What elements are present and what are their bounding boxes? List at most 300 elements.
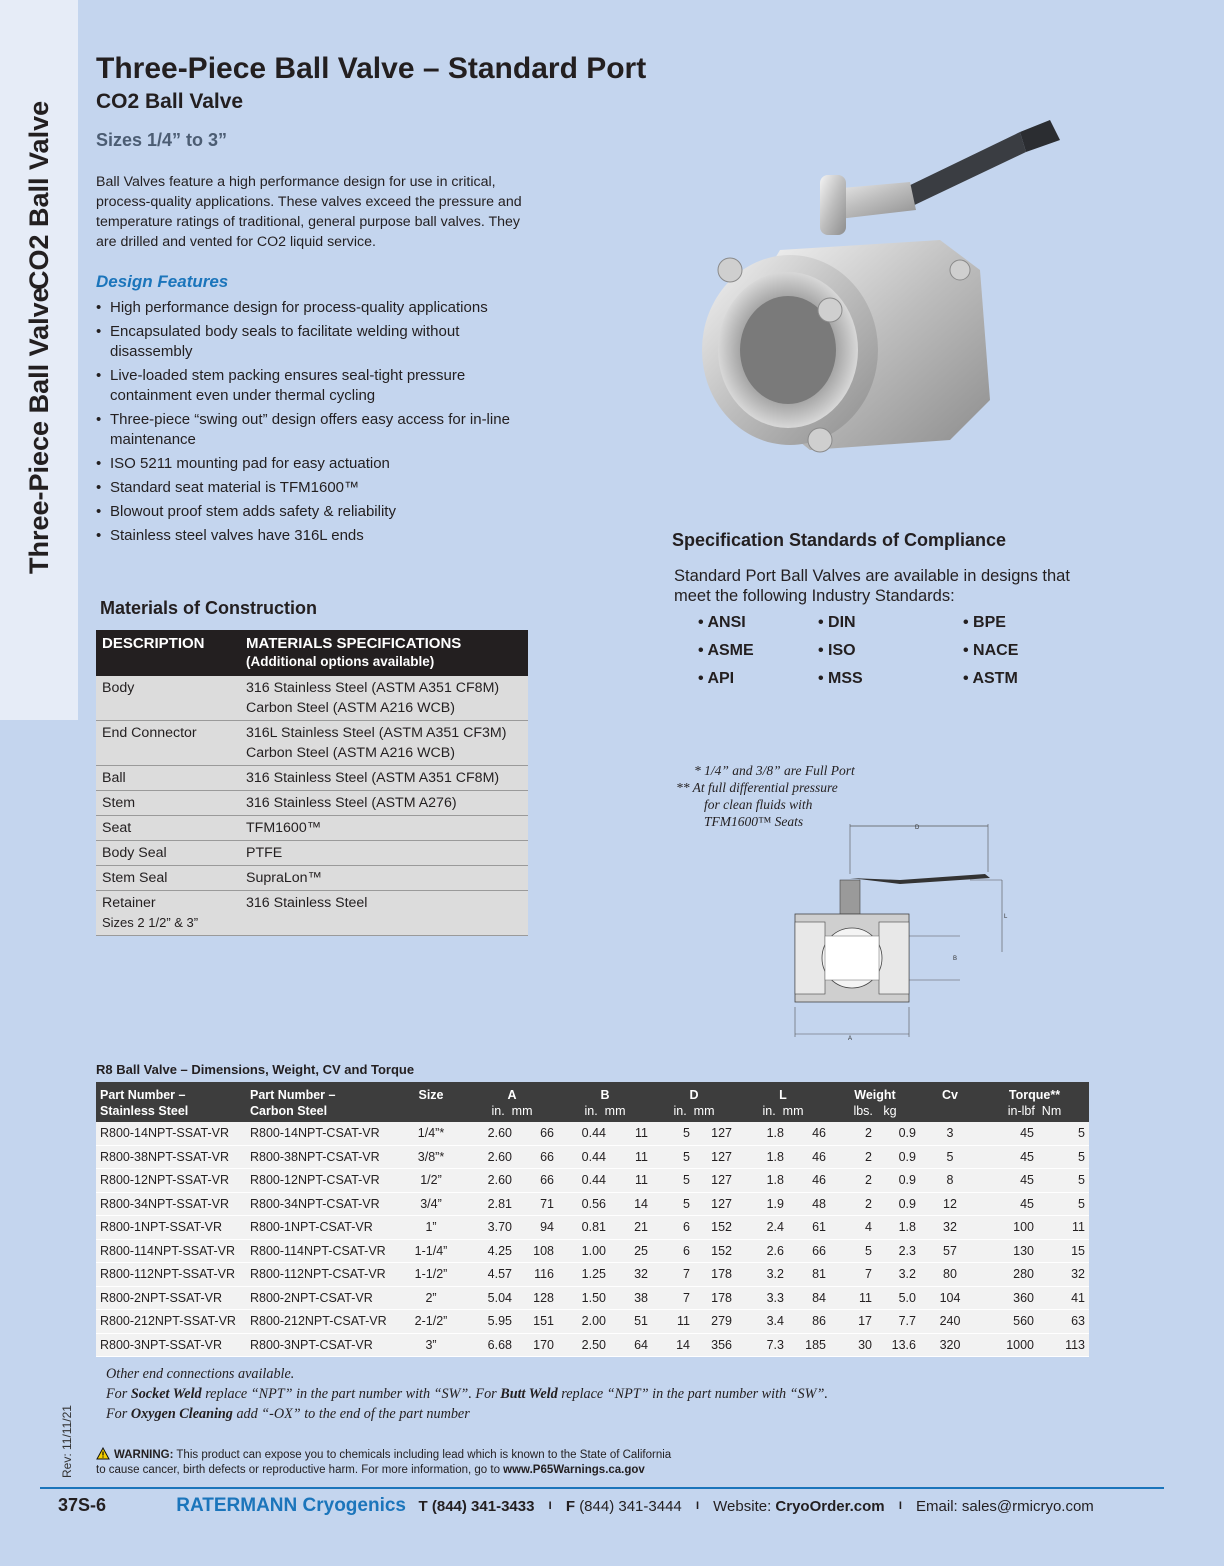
table-cell: 5 [652, 1122, 694, 1145]
col-materials-title: MATERIALS SPECIFICATIONS [246, 635, 462, 652]
table-cell: 5 [1038, 1145, 1089, 1169]
col-label: D [689, 1088, 699, 1102]
table-cell: 0.44 [558, 1169, 610, 1193]
table-cell: 2-1/2” [396, 1310, 466, 1334]
table-row [96, 1169, 1089, 1193]
table-cell: 130 [980, 1239, 1038, 1263]
material-spec [240, 676, 528, 721]
table-cell: R800-112NPT-SSAT-VR [96, 1263, 246, 1287]
table-cell: 32 [610, 1263, 652, 1287]
design-features-list [96, 298, 536, 550]
fax-icon: F [565, 1498, 576, 1515]
note-line: TFM1600™ Seats [704, 814, 804, 829]
table-cell: R800-38NPT-SSAT-VR [96, 1145, 246, 1169]
table-cell: 66 [516, 1122, 558, 1145]
table-cell: 356 [694, 1333, 736, 1357]
table-cell: 71 [516, 1192, 558, 1216]
standard-item: • MSS [818, 670, 863, 687]
table-row [96, 1239, 1089, 1263]
table-cell: 5.04 [466, 1286, 516, 1310]
side-tab-labels [20, 40, 62, 580]
table-cell: 61 [788, 1216, 830, 1240]
table-cell: 560 [980, 1310, 1038, 1334]
page-number: 37S-6 [58, 1495, 107, 1515]
material-desc-line: Sizes 2 1/2” & 3” [102, 915, 199, 930]
table-cell: 113 [1038, 1333, 1089, 1357]
table-row [96, 1216, 1089, 1240]
table-cell: 0.81 [558, 1216, 610, 1240]
dimensions-body [96, 1122, 1089, 1357]
standard-item: • ASTM [963, 670, 1018, 687]
table-cell: 2.50 [558, 1333, 610, 1357]
table-cell: 48 [788, 1192, 830, 1216]
table-cell: 2.00 [558, 1310, 610, 1334]
table-row [96, 1333, 1089, 1357]
table-cell: 32 [920, 1216, 980, 1240]
table-cell: 7 [652, 1286, 694, 1310]
table-cell: 66 [788, 1239, 830, 1263]
table-cell: 100 [980, 1216, 1038, 1240]
spec-heading: Specification Standards of Compliance [672, 530, 1007, 550]
table-cell: 2.60 [466, 1169, 516, 1193]
table-cell: 1-1/4” [396, 1239, 466, 1263]
table-cell: 81 [788, 1263, 830, 1287]
table-cell: 5.0 [876, 1286, 920, 1310]
table-cell: 2 [830, 1192, 876, 1216]
side-tab-label-2: CO2 Ball Valve [24, 100, 54, 290]
side-tab-label-1: Three-Piece Ball Valve [24, 287, 54, 574]
standard-item: • DIN [818, 614, 856, 631]
col-label: Stainless Steel [100, 1104, 189, 1118]
dim-label-d: D [915, 825, 920, 831]
material-spec: TFM1600™ [240, 816, 528, 841]
warning-text: This product can expose you to chemicals including lead which is known to the State of California [173, 1449, 672, 1461]
table-cell: 21 [610, 1216, 652, 1240]
table-cell: 3/4” [396, 1192, 466, 1216]
col-label: B [600, 1088, 610, 1102]
table-cell: 86 [788, 1310, 830, 1334]
col-pn-ss [96, 1082, 246, 1122]
table-row [96, 841, 528, 866]
table-cell: R800-34NPT-SSAT-VR [96, 1192, 246, 1216]
table-row [96, 676, 528, 721]
table-cell: 45 [980, 1169, 1038, 1193]
dimensions-header-row [96, 1082, 1089, 1122]
col-unit: in. [762, 1104, 776, 1118]
size-range: Sizes 1/4” to 3” [96, 130, 228, 150]
col-unit: lbs. [853, 1104, 873, 1118]
table-cell: 5 [652, 1169, 694, 1193]
note-line: for clean fluids with [704, 797, 813, 812]
note-text: For [106, 1386, 131, 1402]
material-desc-line: Retainer [102, 895, 156, 911]
table-cell: 8 [920, 1169, 980, 1193]
standard-item: • BPE [963, 614, 1006, 631]
standard-item: • ISO [818, 642, 856, 659]
table-cell: 151 [516, 1310, 558, 1334]
table-cell: 32 [1038, 1263, 1089, 1287]
table-cell: R800-2NPT-CSAT-VR [246, 1286, 396, 1310]
table-cell: 280 [980, 1263, 1038, 1287]
col-description: DESCRIPTION [96, 630, 240, 676]
table-cell: 0.9 [876, 1145, 920, 1169]
table-cell: 152 [694, 1239, 736, 1263]
table-cell: 38 [610, 1286, 652, 1310]
revision-date: Rev: 11/11/21 [60, 1405, 74, 1478]
table-cell: 5 [1038, 1192, 1089, 1216]
table-cell: 84 [788, 1286, 830, 1310]
material-spec-line: Carbon Steel (ASTM A216 WCB) [246, 745, 455, 761]
standard-item: • API [698, 670, 735, 687]
col-materials-sub: (Additional options available) [246, 654, 435, 669]
col-unit: mm [782, 1104, 804, 1118]
website-link[interactable]: CryoOrder.com [775, 1498, 885, 1515]
col-label: Weight [854, 1088, 896, 1102]
table-cell: 5 [830, 1239, 876, 1263]
table-cell: 0.9 [876, 1122, 920, 1145]
table-cell: 2” [396, 1286, 466, 1310]
website-label: Website: [713, 1498, 776, 1515]
table-cell: 46 [788, 1122, 830, 1145]
table-cell: 5.95 [466, 1310, 516, 1334]
table-cell: 11 [610, 1169, 652, 1193]
col-weight [830, 1082, 920, 1122]
material-spec: 316 Stainless Steel (ASTM A276) [240, 791, 528, 816]
table-row [96, 1286, 1089, 1310]
table-cell: 45 [980, 1122, 1038, 1145]
table-cell: 6 [652, 1216, 694, 1240]
note-text: add “-OX” to the end of the part number [232, 1406, 470, 1422]
phone-number: (844) 341-3433 [431, 1498, 535, 1515]
table-cell: 66 [516, 1145, 558, 1169]
table-row [96, 1310, 1089, 1334]
table-cell: 3.4 [736, 1310, 788, 1334]
feature-item: • Blowout proof stem adds safety & reliability [96, 502, 536, 522]
material-spec [240, 721, 528, 766]
table-cell: 46 [788, 1145, 830, 1169]
note-line: * 1/4” and 3/8” are Full Port [694, 763, 855, 778]
table-cell: 127 [694, 1145, 736, 1169]
table-row [96, 866, 528, 891]
page-title: Three-Piece Ball Valve – Standard Port [96, 52, 647, 85]
table-cell: 7 [652, 1263, 694, 1287]
material-desc: Body [96, 676, 240, 721]
table-cell: 320 [920, 1333, 980, 1357]
col-unit: mm [511, 1104, 533, 1118]
col-label: Part Number – [100, 1088, 186, 1102]
col-size: Size [396, 1082, 466, 1122]
warning-label: WARNING: [114, 1449, 174, 1461]
table-cell: 1.00 [558, 1239, 610, 1263]
table-cell: 46 [788, 1169, 830, 1193]
spec-intro: Standard Port Ball Valves are available in designs that meet the following Industry Standards: [674, 567, 1070, 605]
col-label: L [779, 1088, 787, 1102]
material-desc: Stem [96, 791, 240, 816]
table-cell: 15 [1038, 1239, 1089, 1263]
table-cell: R800-12NPT-CSAT-VR [246, 1169, 396, 1193]
separator: I [548, 1500, 552, 1512]
col-cv: Cv [920, 1082, 980, 1122]
intro-paragraph: Ball Valves feature a high performance design for use in critical, process-quality applications. These valves exceed the pressure and temperature ratings of traditional, general purpose ball valves. They are drilled and vented for CO2 liquid service. [96, 174, 522, 250]
table-cell: 1.50 [558, 1286, 610, 1310]
material-desc: Seat [96, 816, 240, 841]
material-desc: Stem Seal [96, 866, 240, 891]
table-cell: 1.25 [558, 1263, 610, 1287]
table-cell: 128 [516, 1286, 558, 1310]
table-cell: 3” [396, 1333, 466, 1357]
table-cell: 14 [610, 1192, 652, 1216]
table-cell: 25 [610, 1239, 652, 1263]
table-cell: 2.81 [466, 1192, 516, 1216]
table-cell: 66 [516, 1169, 558, 1193]
table-row [96, 1122, 1089, 1145]
table-cell: 1/4”* [396, 1122, 466, 1145]
warning-text: to cause cancer, birth defects or reproductive harm. For more information, go to [96, 1464, 504, 1476]
table-cell: 6.68 [466, 1333, 516, 1357]
note-emph: Oxygen Cleaning [130, 1406, 233, 1422]
page-footer [58, 1495, 1208, 1517]
ordering-note [106, 1384, 828, 1404]
table-cell: 2 [830, 1145, 876, 1169]
table-cell: 2 [830, 1122, 876, 1145]
table-cell: R800-14NPT-SSAT-VR [96, 1122, 246, 1145]
col-unit: in. [491, 1104, 505, 1118]
table-cell: R800-38NPT-CSAT-VR [246, 1145, 396, 1169]
table-cell: 0.44 [558, 1122, 610, 1145]
table-cell: 2.6 [736, 1239, 788, 1263]
table-cell: 64 [610, 1333, 652, 1357]
table-cell: 3.3 [736, 1286, 788, 1310]
table-cell: 41 [1038, 1286, 1089, 1310]
standard-item: • NACE [963, 642, 1019, 659]
email-contact[interactable]: Email: sales@rmicryo.com [916, 1498, 1094, 1515]
table-cell: 3.2 [876, 1263, 920, 1287]
table-cell: 1-1/2” [396, 1263, 466, 1287]
table-cell: 11 [610, 1145, 652, 1169]
table-cell: 6 [652, 1239, 694, 1263]
table-cell: 2.4 [736, 1216, 788, 1240]
table-cell: 11 [830, 1286, 876, 1310]
table-cell: R800-2NPT-SSAT-VR [96, 1286, 246, 1310]
material-desc: Body Seal [96, 841, 240, 866]
table-cell: 1.8 [876, 1216, 920, 1240]
table-cell: 51 [610, 1310, 652, 1334]
table-cell: 240 [920, 1310, 980, 1334]
ball-valve-photo [690, 70, 1090, 490]
valve-dimension-diagram [780, 822, 1020, 1044]
table-cell: 1.8 [736, 1122, 788, 1145]
table-row [96, 816, 528, 841]
table-cell: 13.6 [876, 1333, 920, 1357]
phone-icon: T [418, 1498, 428, 1515]
table-row [96, 791, 528, 816]
table-cell: 5 [652, 1192, 694, 1216]
material-spec: 316 Stainless Steel (ASTM A351 CF8M) [240, 766, 528, 791]
table-cell: R800-114NPT-CSAT-VR [246, 1239, 396, 1263]
table-cell: 1” [396, 1216, 466, 1240]
table-cell: 2.60 [466, 1145, 516, 1169]
table-cell: R800-114NPT-SSAT-VR [96, 1239, 246, 1263]
table-cell: R800-34NPT-CSAT-VR [246, 1192, 396, 1216]
col-label: A [507, 1088, 517, 1102]
table-cell: R800-112NPT-CSAT-VR [246, 1263, 396, 1287]
table-cell: 170 [516, 1333, 558, 1357]
standard-item: • ANSI [698, 614, 746, 631]
material-spec: PTFE [240, 841, 528, 866]
table-cell: 0.56 [558, 1192, 610, 1216]
table-cell: R800-3NPT-SSAT-VR [96, 1333, 246, 1357]
table-cell: 14 [652, 1333, 694, 1357]
col-unit: Nm [1041, 1104, 1062, 1118]
table-cell: 7.3 [736, 1333, 788, 1357]
table-cell: 1.8 [736, 1169, 788, 1193]
material-spec-line: 316L Stainless Steel (ASTM A351 CF3M) [246, 725, 507, 741]
feature-item: • High performance design for process-quality applications [96, 298, 536, 318]
table-cell: R800-1NPT-SSAT-VR [96, 1216, 246, 1240]
table-cell: 45 [980, 1192, 1038, 1216]
prop65-warning [96, 1447, 671, 1478]
table-cell: 3.70 [466, 1216, 516, 1240]
separator: I [898, 1500, 902, 1512]
table-cell: 5 [1038, 1122, 1089, 1145]
table-cell: 11 [1038, 1216, 1089, 1240]
table-cell: 12 [920, 1192, 980, 1216]
table-cell: 7 [830, 1263, 876, 1287]
page-subtitle: CO2 Ball Valve [96, 90, 244, 113]
note-text: For [106, 1406, 131, 1422]
material-desc: Ball [96, 766, 240, 791]
col-materials [240, 630, 528, 676]
table-cell: 178 [694, 1286, 736, 1310]
note-text: replace “NPT” in the part number with “SW”. For [201, 1386, 501, 1402]
feature-item: • Standard seat material is TFM1600™ [96, 478, 536, 498]
col-unit: mm [604, 1104, 626, 1118]
table-cell: 17 [830, 1310, 876, 1334]
material-desc: End Connector [96, 721, 240, 766]
table-cell: 1000 [980, 1333, 1038, 1357]
table-row [96, 1263, 1089, 1287]
table-cell: 94 [516, 1216, 558, 1240]
ordering-notes [106, 1364, 828, 1424]
table-cell: 5 [1038, 1169, 1089, 1193]
note-emph: Butt Weld [500, 1386, 558, 1402]
table-cell: 57 [920, 1239, 980, 1263]
col-l [736, 1082, 830, 1122]
table-cell: 2.60 [466, 1122, 516, 1145]
note-line: ** At full differential pressure [676, 780, 838, 795]
col-unit: in. [584, 1104, 598, 1118]
table-cell: 0.44 [558, 1145, 610, 1169]
table-cell: 360 [980, 1286, 1038, 1310]
table-row [96, 766, 528, 791]
table-cell: 4.25 [466, 1239, 516, 1263]
table-cell: 152 [694, 1216, 736, 1240]
feature-item: • Three-piece “swing out” design offers easy access for in-line maintenance [96, 410, 536, 450]
col-pn-cs [246, 1082, 396, 1122]
materials-table [96, 630, 528, 936]
brand-name: RATERMANN Cryogenics [176, 1495, 406, 1516]
col-label: Part Number – [250, 1088, 336, 1102]
table-cell: 127 [694, 1122, 736, 1145]
table-cell: R800-12NPT-SSAT-VR [96, 1169, 246, 1193]
dim-label-l: L [1004, 914, 1008, 920]
col-unit: mm [693, 1104, 715, 1118]
col-d [652, 1082, 736, 1122]
col-unit: in-lbf [1007, 1104, 1035, 1118]
table-row [96, 891, 528, 936]
materials-header-row [96, 630, 528, 676]
table-cell: 3/8”* [396, 1145, 466, 1169]
col-label: Carbon Steel [250, 1104, 328, 1118]
feature-item: • Encapsulated body seals to facilitate welding without disassembly [96, 322, 536, 362]
port-notes [676, 762, 855, 830]
table-cell: 1.8 [736, 1145, 788, 1169]
dimensions-table [96, 1082, 1089, 1357]
table-cell: 80 [920, 1263, 980, 1287]
col-unit: kg [883, 1104, 897, 1118]
table-cell: 108 [516, 1239, 558, 1263]
col-a [466, 1082, 558, 1122]
material-spec: SupraLon™ [240, 866, 528, 891]
table-cell: 3.2 [736, 1263, 788, 1287]
col-torque [980, 1082, 1089, 1122]
table-cell: 11 [652, 1310, 694, 1334]
table-cell: 5 [652, 1145, 694, 1169]
table-cell: R800-3NPT-CSAT-VR [246, 1333, 396, 1357]
table-cell: 104 [920, 1286, 980, 1310]
ordering-note [106, 1404, 828, 1424]
table-cell: 0.9 [876, 1192, 920, 1216]
p65-link[interactable]: www.P65Warnings.ca.gov [503, 1464, 645, 1476]
table-cell: 185 [788, 1333, 830, 1357]
materials-heading: Materials of Construction [100, 598, 318, 618]
table-cell: 178 [694, 1263, 736, 1287]
ordering-note: Other end connections available. [106, 1366, 295, 1382]
table-cell: 7.7 [876, 1310, 920, 1334]
standard-item: • ASME [698, 642, 754, 659]
warning-icon [96, 1447, 110, 1460]
table-cell: 30 [830, 1333, 876, 1357]
col-b [558, 1082, 652, 1122]
table-cell: 3 [920, 1122, 980, 1145]
material-spec-line: Carbon Steel (ASTM A216 WCB) [246, 700, 455, 716]
table-row [96, 721, 528, 766]
col-unit: in. [673, 1104, 687, 1118]
table-cell: 279 [694, 1310, 736, 1334]
table-cell: 4 [830, 1216, 876, 1240]
design-features-heading: Design Features [96, 272, 229, 291]
table-cell: 5 [920, 1145, 980, 1169]
table-cell: 63 [1038, 1310, 1089, 1334]
footer-divider [40, 1487, 1164, 1489]
table-cell: 0.9 [876, 1169, 920, 1193]
fax-number: (844) 341-3444 [579, 1498, 682, 1515]
table-cell: R800-14NPT-CSAT-VR [246, 1122, 396, 1145]
note-emph: Socket Weld [130, 1386, 202, 1402]
table-cell: 116 [516, 1263, 558, 1287]
table-cell: 45 [980, 1145, 1038, 1169]
dim-label-b: B [953, 956, 958, 962]
separator: I [695, 1500, 699, 1512]
col-label: Torque** [1008, 1088, 1061, 1102]
feature-item: • ISO 5211 mounting pad for easy actuation [96, 454, 536, 474]
feature-item: • Stainless steel valves have 316L ends [96, 526, 536, 546]
material-spec: 316 Stainless Steel [240, 891, 528, 936]
table-row [96, 1192, 1089, 1216]
table-cell: R800-212NPT-CSAT-VR [246, 1310, 396, 1334]
material-spec-line: 316 Stainless Steel (ASTM A351 CF8M) [246, 680, 500, 696]
dim-label-a: A [848, 1036, 853, 1042]
